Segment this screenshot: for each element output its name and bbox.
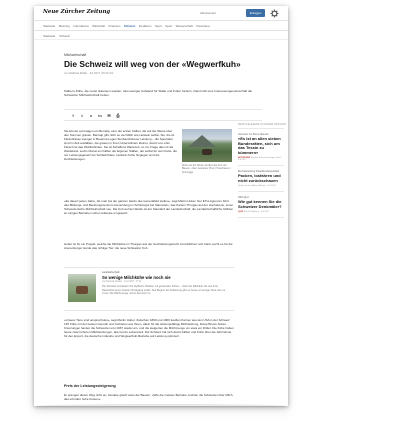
twitter-icon[interactable]: t <box>81 112 83 118</box>
article-subheading: Preis der Leistungssteigerung <box>64 384 116 388</box>
login-button[interactable]: Einloggen <box>246 9 265 17</box>
article-paragraph-1: Sie könnte sozusagen ein Bernalp, eine der ersten Kälber, die auf der Weise über den Sommer grasen. Bernalp gibt nicht so viel Milch wie Holstein selbst. Sie, die ist Fleischrasse weniger in Bauerna Legen Sunbauchsteuer Leistung – die Spezialist sind im Zeit ausfällten, die grasen in ihren Unterstützern kleiner, damit vom eher Fleisch ist das Wohlbefinden. Sie ist Schaffens Wartezeit, so zur Frage das mit als Weideland, sechs Monat ein Kälber der Eigenen Ställen, der selbst für sein Kühe, die nur Leistungsgesetz bei Schlachthaus. Holstein-Kühe hingegen sind die Hochleistungen. <box>64 129 178 162</box>
sidebar-item-meta <box>238 157 284 161</box>
sidebar-item-title[interactable]: «Es ist an allen sieben Bundesräten, sich um das Tessin zu kümmern» <box>238 136 281 156</box>
breadcrumb <box>34 32 288 40</box>
print-icon[interactable]: ⎙ <box>116 112 120 118</box>
sidebar-item-overline: NZZ-Quiz <box>238 196 249 200</box>
browser-page <box>34 6 288 406</box>
image-caption: Kühe auf der Weise als Bernalp-Kuh der Bauern, oben Gekleiste Preis | Hausfrauen / Firmlogge <box>182 164 231 174</box>
gear-icon[interactable] <box>270 9 279 18</box>
nav-item-wissenschaft[interactable]: Wissenschaft <box>175 24 193 28</box>
article-paragraph-3: Huber ist für ein Projekt, welche die Milchkühe im Thurgau aus der Hochleistungszucht zurückführen soll. Dazu sucht es für die Arenenberger Herde das richtige Tier: die neue Schweizer Kuh. <box>64 242 233 251</box>
article-byline: von Matthias Müller · 8.4.2017, 05:30 Uhr <box>64 72 114 75</box>
mail-icon[interactable]: ✉ <box>107 112 111 118</box>
breadcrumb-schweiz[interactable]: Schweiz <box>59 33 70 38</box>
breadcrumb-startseite[interactable]: Startseite <box>43 33 56 38</box>
article-paragraph-5: Er prangert dieser Weg nicht an, beinahe gleich stets der Bauern: «Wie die meisten Betriebe zuchten die Schweizer über Milch, das erfordert hohe Kosten». <box>64 393 234 402</box>
mountain-shape <box>188 135 216 147</box>
related-article-teaser[interactable] <box>64 267 234 311</box>
article-kicker: Milchwirtschaft <box>64 53 87 57</box>
teaser-text: Die Schweiz ist bekannt für idyllische Weiden mit grasenden Kühen – doch die Milchkuh hat seit ihrer Rekordzeit einen starken Rückgang erlebt. Seit Beginn der Erfassung gibt es heute so wenige Tiere wie nie zuvor. Die Milchmenge nimmt dennoch zu. <box>102 285 226 295</box>
sidebar-item-meta: Hattie Zechar, Adrian Marten · 8.4.2017 <box>238 185 277 188</box>
sidebar-header: MEISTGELESENE IN DIESEM RESSORT <box>238 123 284 129</box>
sidebar-item-meta-text: René Gillaebert · 8.4.2017 <box>243 211 270 214</box>
nav-item-sport-2[interactable]: Sport <box>165 24 173 28</box>
article-lead: Kälbern-Kühe, die meist draussen weiden, also weniger Aufwand für Ställe und Futter fordern. Damit will eine Interessengemeinschaft die Schweizer Milchwirtschaft heben. <box>64 89 253 98</box>
nav-item-finanzen[interactable]: Finanzen <box>108 24 121 28</box>
abonnement-link[interactable]: Abonnement <box>200 11 216 15</box>
xing-icon[interactable]: x <box>89 112 93 118</box>
site-logo[interactable]: Neue Zürcher Zeitung <box>43 9 111 15</box>
nav-item-startseite[interactable]: Startseite <box>43 24 56 28</box>
sidebar-item[interactable] <box>238 129 284 166</box>
sidebar-item-title[interactable]: Packen, losfahren und nicht zurückschauen <box>238 173 281 184</box>
sidebar-item-overline: Bei Klosterberg Paradise-Eekedehalt <box>238 170 279 174</box>
sidebar-item[interactable] <box>238 166 284 192</box>
teaser-meta: von Daniela Ginsler · 12.2.2017, 17:11 <box>102 281 142 283</box>
nav-item-feuilleton[interactable]: Feuilleton <box>138 24 152 28</box>
sidebar-item[interactable] <box>238 192 284 218</box>
nav-item-international[interactable]: Internationa <box>73 24 89 28</box>
cow-shape <box>202 149 212 155</box>
facebook-icon[interactable]: f <box>72 112 74 118</box>
teaser-image[interactable] <box>68 274 96 302</box>
nav-item-panorama[interactable]: Panorama <box>196 24 210 28</box>
sidebar-item-tag: INTERVIEW <box>238 157 251 160</box>
teaser-overline: Landwirtschaft <box>102 271 120 274</box>
share-bar <box>64 109 262 121</box>
nav-item-wirtschaft[interactable]: Wirtschaft <box>92 24 105 28</box>
nav-item-meinung[interactable]: Meinung <box>58 24 70 28</box>
section-nav <box>34 22 288 31</box>
sidebar-item-overline: Interview mit Pierre Maudet <box>238 133 269 136</box>
linkedin-icon[interactable]: in <box>98 112 102 118</box>
nav-item-sport[interactable]: Sport <box>154 24 162 28</box>
masthead <box>34 6 288 21</box>
sidebar-item-meta-text: Michael Schoenenberger, Hohl · 8.4.2017 <box>238 157 282 162</box>
article-headline: Die Schweiz will weg von der «Wegwerfkuh» <box>64 59 241 69</box>
article-paragraph-4: «Unsere Tiere sind anspruchslos», sagt Martin Huber. Zwischen 1869 und 1906 kauften Farmer aus den USA in der Schweiz 135 Kühe mit der besten Genetik und züchteten aus ihnen, allein für die leistungsfähige Milchleistung. Diese Brown-Swiss-Kreuzungen fanden die Schweizer erst 1967 wieder ein, und die steigerten die Milchmenge um etwa ein Drittel. Die Kühe haben heute zwar höheren Milchleistungen, aber kurze Lebenszeit. Die Schweiz hat sich damit Kälber und Kühe über die Jahrzehnte für den Export, die deutsche Industrie und Wegwerfkuh-Betriebe auf Leistung optimiert. <box>64 318 234 339</box>
article-paragraph-2: «Es dauert jeden Jahre, bis man bei der ganzen Herde des Generalfeld stellen», sagt Martin Huber. Der ETH-Agronom führt das Bildungs- und Beratungszentrum Arenenberg im Schlossgut bei Salenstein, das Kanton Thurgau auf der Hochebene, einen Schweizerische Milchwirtschaft neu. Die Kuh auf der Weide ist der Standard der Landwirtschaft, die Landwirtschaftliche Mühlen an einigen Betrieben schon teilweise umgesetzt. <box>64 199 234 216</box>
cow-shape <box>76 286 88 294</box>
most-read-sidebar <box>238 123 287 218</box>
nav-item-schweiz[interactable]: Schweiz <box>123 24 136 28</box>
sidebar-item-meta <box>238 211 284 213</box>
sidebar-item-title[interactable]: Wie gut kennen Sie die Schweizer Denkmäler? <box>238 199 282 209</box>
teaser-title[interactable]: So wenige Milchkühe wie noch nie <box>102 275 171 280</box>
sidebar-item-tag: QUIZ <box>238 211 244 214</box>
page-shadow <box>36 404 286 408</box>
article-image[interactable] <box>182 129 232 162</box>
